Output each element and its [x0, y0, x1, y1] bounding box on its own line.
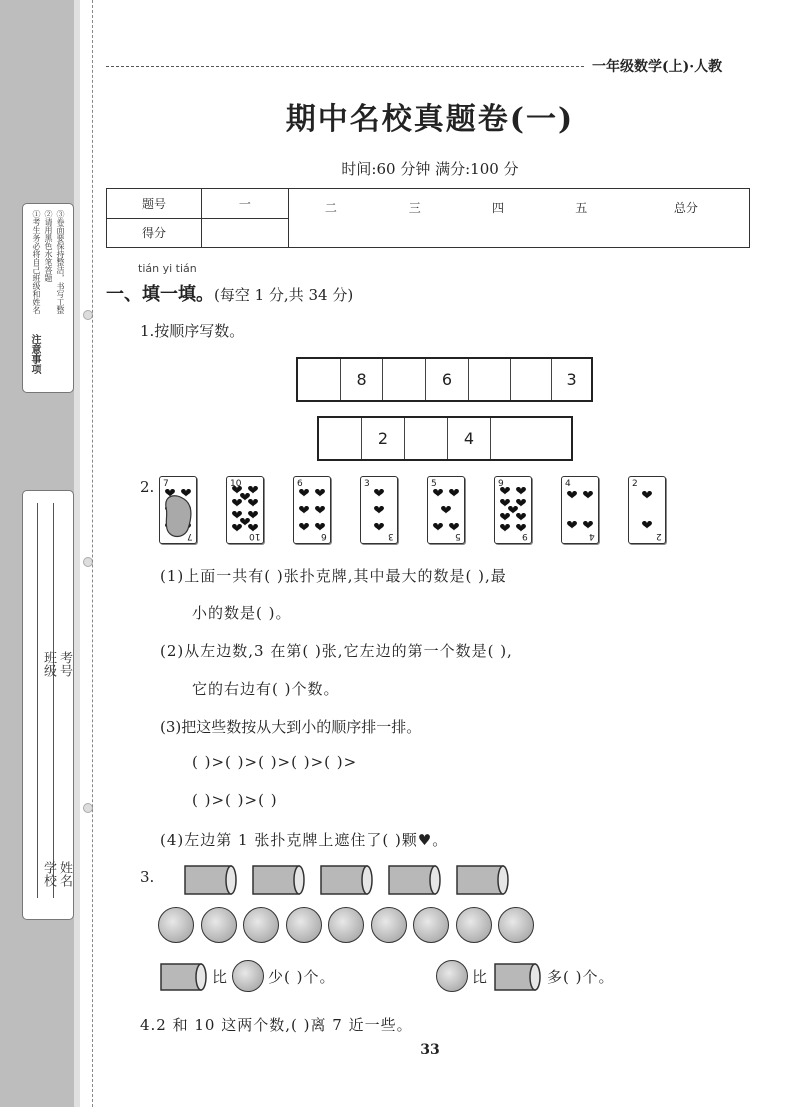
score-table — [106, 188, 750, 248]
q2-number: 2. — [140, 478, 155, 496]
card-rank-bottom: 3 — [388, 531, 394, 541]
ball-icon — [243, 907, 279, 943]
cylinder-icon — [318, 864, 374, 900]
class-label: 班级 — [41, 651, 56, 677]
note-1: ①考生务必将自己班级和姓名 — [32, 210, 41, 314]
q2-sub3-answer-row-1: ( )>( )>( )>( )>( )> — [192, 753, 358, 771]
playing-card — [226, 476, 264, 544]
ball-icon — [286, 907, 322, 943]
number-cell: 3 — [551, 359, 591, 400]
q2-sub1-line2: 小的数是( )。 — [192, 604, 292, 622]
ball-icon — [498, 907, 534, 943]
number-cell: 4 — [447, 418, 490, 459]
table-header-cell: 题号 — [107, 189, 202, 219]
score-cell[interactable] — [202, 218, 289, 248]
q3-bi-1: 比 — [212, 968, 228, 986]
q3-duo: 多( )个。 — [547, 968, 615, 986]
card-rank: 6 — [297, 479, 303, 489]
playing-card — [159, 476, 197, 544]
ball-icon — [436, 960, 468, 992]
number-cell: 6 — [425, 359, 468, 400]
card-rank-bottom: 9 — [522, 531, 528, 541]
table-row — [107, 189, 750, 219]
notes-label: 注意事项 — [29, 334, 40, 374]
number-cell: 2 — [361, 418, 404, 459]
notes-box — [22, 203, 74, 393]
number-cell[interactable] — [468, 359, 510, 400]
table-header-cell: 四 — [456, 189, 539, 248]
cylinder-icon — [386, 864, 442, 900]
card-rank: 7 — [163, 479, 169, 489]
section-heading-row — [106, 280, 353, 306]
school-label: 学校 — [41, 861, 56, 887]
ball-icon — [158, 907, 194, 943]
q2-sub2-line2: 它的右边有( )个数。 — [192, 680, 340, 698]
card-rank: 5 — [431, 479, 437, 489]
card-rank: 9 — [498, 479, 504, 489]
exam-info: 时间:60 分钟 满分:100 分 — [341, 160, 519, 178]
ball-icon — [371, 907, 407, 943]
playing-card — [561, 476, 599, 544]
section-heading: 一、填一填。 — [106, 284, 214, 305]
card-rank-bottom: 10 — [248, 531, 260, 541]
cylinder-icon — [454, 864, 510, 900]
number-cell[interactable] — [382, 359, 425, 400]
header-dashed-line — [106, 66, 584, 67]
card-rank-bottom: 7 — [187, 531, 193, 541]
cylinder-icon — [182, 864, 238, 900]
number-cell: 8 — [340, 359, 383, 400]
q2-sub3: (3)把这些数按从大到小的顺序排一排。 — [160, 718, 422, 736]
q1-prompt: 1.按顺序写数。 — [140, 322, 245, 340]
section-pinyin: tián yi tián — [138, 262, 197, 275]
note-3: ③卷面要保持整洁，书写工整 — [56, 210, 65, 314]
number-cell[interactable] — [490, 418, 571, 459]
playing-card — [360, 476, 398, 544]
number-row-1 — [296, 357, 593, 402]
ball-icon — [413, 907, 449, 943]
cylinder-icon — [250, 864, 306, 900]
card-rank: 3 — [364, 479, 370, 489]
cylinder-icon — [158, 962, 208, 992]
card-rank: 10 — [230, 479, 242, 489]
ball-icon — [456, 907, 492, 943]
number-cell[interactable] — [404, 418, 447, 459]
note-2: ②请用黑色水笔答题 — [44, 210, 53, 282]
fill-line — [53, 503, 54, 898]
number-cell[interactable] — [319, 418, 361, 459]
student-info-box — [22, 490, 74, 920]
number-row-2 — [317, 416, 573, 461]
score-row-label: 得分 — [107, 218, 202, 248]
table-header-cell: 总分 — [623, 189, 750, 248]
table-header-cell: 五 — [540, 189, 623, 248]
q3-shao: 少( )个。 — [268, 968, 336, 986]
playing-card — [628, 476, 666, 544]
playing-card — [293, 476, 331, 544]
card-rank-bottom: 4 — [589, 531, 595, 541]
table-header-cell: 二 — [288, 189, 373, 248]
q3-bi-2: 比 — [472, 968, 488, 986]
table-header-cell: 三 — [373, 189, 456, 248]
card-rank-bottom: 5 — [455, 531, 461, 541]
section-note: (每空 1 分,共 34 分) — [214, 286, 354, 304]
number-cell[interactable] — [510, 359, 552, 400]
q2-sub3-answer-row-2: ( )>( )>( ) — [192, 791, 278, 809]
q2-sub2-line1: (2)从左边数,3 在第( )张,它左边的第一个数是( ), — [160, 642, 513, 660]
q2-sub1-line1: (1)上面一共有( )张扑克牌,其中最大的数是( ),最 — [160, 567, 507, 585]
q3-number: 3. — [140, 868, 155, 886]
ball-icon — [232, 960, 264, 992]
cylinder-icon — [492, 962, 542, 992]
q4-text: 4.2 和 10 这两个数,( )离 7 近一些。 — [140, 1016, 413, 1034]
ball-icon — [201, 907, 237, 943]
number-cell[interactable] — [298, 359, 340, 400]
card-rank: 2 — [632, 479, 638, 489]
q2-sub4: (4)左边第 1 张扑克牌上遮住了( )颗♥。 — [160, 831, 449, 849]
name-label: 姓名 — [57, 861, 72, 887]
fill-line — [37, 503, 38, 898]
card-rank: 4 — [565, 479, 571, 489]
playing-card — [427, 476, 465, 544]
card-rank-bottom: 2 — [656, 531, 662, 541]
page-title: 期中名校真题卷(一) — [285, 102, 575, 137]
card-rank-bottom: 6 — [321, 531, 327, 541]
exam-number-label: 考号 — [57, 651, 72, 677]
table-header-cell: 一 — [202, 189, 289, 219]
page-number: 33 — [420, 1042, 440, 1058]
ball-icon — [328, 907, 364, 943]
playing-card — [494, 476, 532, 544]
header-subject: 一年级数学(上)·人教 — [592, 59, 723, 75]
